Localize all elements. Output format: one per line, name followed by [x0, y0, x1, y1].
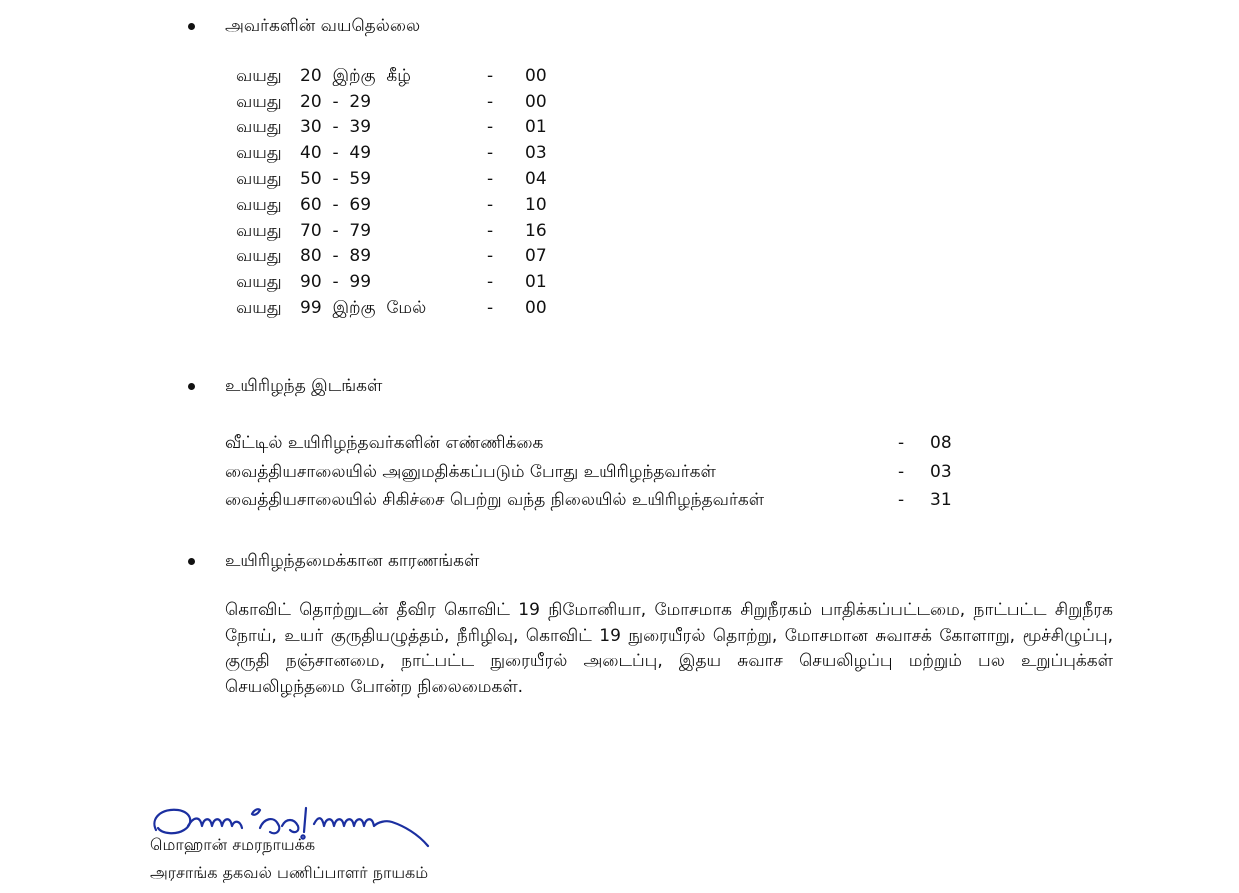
age-row-range: 20 - 29 — [300, 92, 372, 112]
age-row-dash: - — [487, 169, 494, 189]
location-row — [225, 462, 955, 491]
age-row-dash: - — [487, 143, 494, 163]
location-row — [225, 433, 955, 462]
age-row-dash: - — [487, 117, 494, 137]
age-row-prefix: வயது — [236, 92, 282, 112]
age-row-range: 30 - 39 — [300, 117, 372, 137]
signatory-title: அரசாங்க தகவல் பணிப்பாளர் நாயகம் — [150, 863, 429, 882]
location-row-dash: - — [898, 462, 905, 482]
age-row-count: 00 — [525, 66, 547, 86]
location-row-count: 03 — [930, 462, 952, 482]
age-row-prefix: வயது — [236, 221, 282, 241]
location-row-label: வைத்தியசாலையில் சிகிச்சை பெற்று வந்த நிலையில் உயிரிழந்தவர்கள் — [225, 490, 765, 510]
location-row-count: 31 — [930, 490, 952, 510]
age-row-count: 07 — [525, 246, 547, 266]
age-row-range: 40 - 49 — [300, 143, 372, 163]
age-row-range: 90 - 99 — [300, 272, 372, 292]
age-row-count: 01 — [525, 272, 547, 292]
age-row-dash: - — [487, 66, 494, 86]
age-section-heading: அவர்களின் வயதெல்லை — [225, 16, 421, 36]
location-section-heading: உயிரிழந்த இடங்கள் — [225, 376, 383, 396]
age-row-dash: - — [487, 246, 494, 266]
age-row-prefix: வயது — [236, 272, 282, 292]
age-row-range: 99 இற்கு மேல் — [300, 298, 427, 318]
age-row-dash: - — [487, 221, 494, 241]
bullet-age-section — [188, 23, 195, 30]
age-row-prefix: வயது — [236, 117, 282, 137]
age-row-prefix: வயது — [236, 298, 282, 318]
age-row-count: 03 — [525, 143, 547, 163]
age-row-count: 00 — [525, 92, 547, 112]
cause-paragraph: கொவிட் தொற்றுடன் தீவிர கொவிட் 19 நிமோனியா, மோசமாக சிறுநீரகம் பாதிக்கப்பட்டமை, நாட்பட்ட சிறுநீரக நோய், உயர் குருதியழுத்தம், நீரிழிவு, கொவிட் 19 நுரையீரல் தொற்று, மோசமான சுவாசக் கோளாறு, மூச்சிழுப்பு, குருதி நஞ்சானமை, நாட்பட்ட நுரையீரல் அடைப்பு, இதய சுவாச செயலிழப்பு மற்றும் பல உறுப்புக்கள் செயலிழந்தமை போன்ற நிலைமைகள். — [225, 600, 1113, 697]
age-row-prefix: வயது — [236, 169, 282, 189]
bullet-cause-section — [188, 558, 195, 565]
cause-section-heading: உயிரிழந்தமைக்கான காரணங்கள் — [225, 551, 480, 571]
age-row-count: 01 — [525, 117, 547, 137]
age-row-dash: - — [487, 272, 494, 292]
signatory-name: மொஹான் சமரநாயக்க — [150, 835, 316, 854]
age-row-range: 60 - 69 — [300, 195, 372, 215]
age-row-range: 20 இற்கு கீழ் — [300, 66, 411, 86]
location-row-label: வீட்டில் உயிரிழந்தவர்களின் எண்ணிக்கை — [225, 433, 544, 453]
age-row-count: 04 — [525, 169, 547, 189]
age-row-range: 50 - 59 — [300, 169, 372, 189]
age-row-count: 16 — [525, 221, 547, 241]
age-row-range: 80 - 89 — [300, 246, 372, 266]
age-row-prefix: வயது — [236, 195, 282, 215]
age-row-count: 00 — [525, 298, 547, 318]
age-row-dash: - — [487, 92, 494, 112]
age-row-range: 70 - 79 — [300, 221, 372, 241]
location-row-dash: - — [898, 433, 905, 453]
age-row-prefix: வயது — [236, 246, 282, 266]
age-row-prefix: வயது — [236, 143, 282, 163]
age-row-dash: - — [487, 298, 494, 318]
age-row-count: 10 — [525, 195, 547, 215]
age-row-dash: - — [487, 195, 494, 215]
location-row — [225, 490, 955, 519]
location-row-dash: - — [898, 490, 905, 510]
location-row-label: வைத்தியசாலையில் அனுமதிக்கப்படும் போது உயிரிழந்தவர்கள் — [225, 462, 716, 482]
bullet-location-section — [188, 383, 195, 390]
location-row-count: 08 — [930, 433, 952, 453]
age-row-prefix: வயது — [236, 66, 282, 86]
